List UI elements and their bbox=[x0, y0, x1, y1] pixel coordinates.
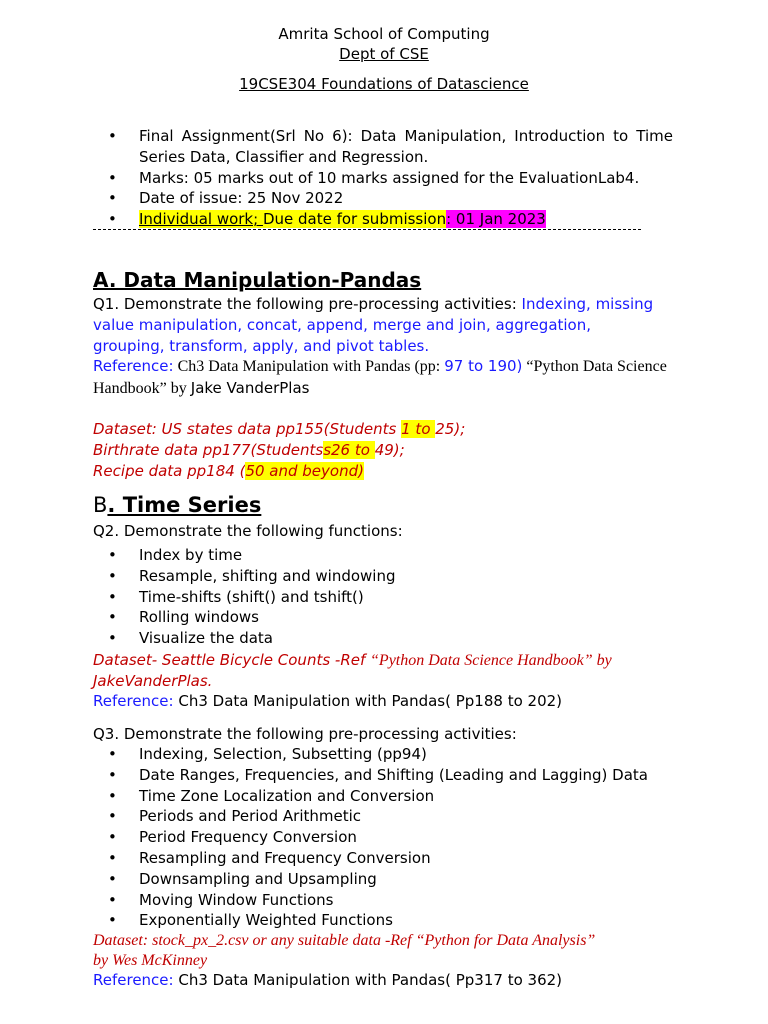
section-b-title bbox=[93, 493, 261, 517]
student-range-highlight: 1 to bbox=[401, 420, 436, 438]
reference-label: Reference: bbox=[93, 971, 174, 989]
due-date-label: Due date for submission bbox=[262, 210, 447, 229]
due-date-value: : 01 Jan 2023 bbox=[446, 210, 546, 229]
section-a-title: A. Data Manipulation-Pandas bbox=[93, 268, 422, 292]
q2-dataset bbox=[93, 650, 693, 672]
list-item: • Time-shifts (shift() and tshift() bbox=[108, 587, 678, 608]
list-item: • Indexing, Selection, Subsetting (pp94) bbox=[108, 744, 678, 765]
q1-reference bbox=[93, 356, 673, 400]
list-item: • Resample, shifting and windowing bbox=[108, 566, 678, 587]
student-range-end: 49); bbox=[374, 441, 405, 459]
reference-text: Ch3 Data Manipulation with Pandas (pp: bbox=[173, 358, 445, 375]
list-item: • Period Frequency Conversion bbox=[108, 827, 678, 848]
list-item: • Periods and Period Arithmetic bbox=[108, 806, 678, 827]
reference-label: Reference: bbox=[93, 692, 174, 710]
dataset-recipe: Recipe data pp184 ( bbox=[93, 462, 246, 480]
q1-prefix: Q1. Demonstrate the following pre-processing activities: bbox=[93, 295, 522, 313]
list-item: • Rolling windows bbox=[108, 607, 678, 628]
q2-reference bbox=[93, 691, 673, 712]
list-item: • Exponentially Weighted Functions bbox=[108, 910, 678, 931]
list-item: • Index by time bbox=[108, 545, 678, 566]
reference-label: Reference: bbox=[93, 357, 174, 375]
reference-author: Jake VanderPlas bbox=[190, 378, 310, 397]
list-item: • Resampling and Frequency Conversion bbox=[108, 848, 678, 869]
list-item: • Time Zone Localization and Conversion bbox=[108, 786, 678, 807]
q1-topics: Indexing, missing value manipulation, concat, append, merge and join, aggregation, grouping, transform, apply, and pivot tables. bbox=[93, 295, 654, 355]
assignment-info-list bbox=[108, 126, 678, 230]
q3-dataset: Dataset: stock_px_2.csv or any suitable data -Ref “Python for Data Analysis” bbox=[93, 932, 596, 949]
dataset-line-2 bbox=[93, 440, 673, 461]
q2-dataset-book: “Python Data Science Handbook” by bbox=[370, 652, 612, 669]
q3-list bbox=[108, 744, 678, 931]
list-item: • Downsampling and Upsampling bbox=[108, 869, 678, 890]
list-item: • Moving Window Functions bbox=[108, 890, 678, 911]
reference-book: “Python Data Science Handbook” by bbox=[93, 358, 667, 397]
section-b-heading: . Time Series bbox=[107, 493, 262, 517]
q3-text: Q3. Demonstrate the following pre-processing activities: bbox=[93, 725, 517, 743]
dataset-us-states: Dataset: US states data pp155(Students bbox=[93, 420, 402, 438]
q2-dataset-label: Dataset- Seattle Bicycle Counts -Ref bbox=[93, 651, 371, 669]
school-name: Amrita School of Computing bbox=[278, 25, 490, 43]
student-range-end: 25); bbox=[435, 420, 466, 438]
q1-text bbox=[93, 294, 663, 356]
q3-dataset-author: by Wes McKinney bbox=[93, 952, 208, 969]
list-item: • Date Ranges, Frequencies, and Shifting (Leading and Lagging) Data bbox=[108, 765, 678, 786]
dept-line bbox=[0, 45, 768, 63]
q3-reference bbox=[93, 970, 673, 991]
dataset-line-1 bbox=[93, 419, 673, 440]
q2-text: Q2. Demonstrate the following functions: bbox=[93, 522, 403, 540]
course-title: 19CSE304 Foundations of Datascience bbox=[239, 75, 529, 93]
list-item: • Visualize the data bbox=[108, 628, 678, 649]
info-item: • Marks: 05 marks out of 10 marks assigned for the EvaluationLab4. bbox=[108, 168, 678, 189]
course-line bbox=[0, 75, 768, 93]
section-b-letter: B bbox=[93, 493, 108, 517]
dataset-line-3 bbox=[93, 461, 673, 482]
student-range-highlight: s26 to bbox=[323, 441, 375, 459]
info-item: • Date of issue: 25 Nov 2022 bbox=[108, 188, 678, 209]
dept-name: Dept of CSE bbox=[339, 45, 429, 63]
reference-pages: 97 to 190) bbox=[444, 357, 523, 375]
info-item: • Final Assignment(Srl No 6): Data Manipulation, Introduction to Time Series Data, Classifier and Regression. bbox=[108, 126, 673, 168]
reference-text: Ch3 Data Manipulation with Pandas( Pp188 to 202) bbox=[173, 692, 563, 710]
info-item-due bbox=[108, 209, 678, 230]
student-range-highlight: 50 and beyond) bbox=[245, 462, 364, 480]
individual-work-label: Individual work; bbox=[139, 210, 263, 229]
dataset-birthrate: Birthrate data pp177(Students bbox=[93, 441, 324, 459]
q2-list bbox=[108, 545, 678, 649]
divider bbox=[93, 229, 641, 230]
q2-dataset-author: JakeVanderPlas. bbox=[93, 672, 213, 690]
reference-text: Ch3 Data Manipulation with Pandas( Pp317 to 362) bbox=[173, 971, 563, 989]
